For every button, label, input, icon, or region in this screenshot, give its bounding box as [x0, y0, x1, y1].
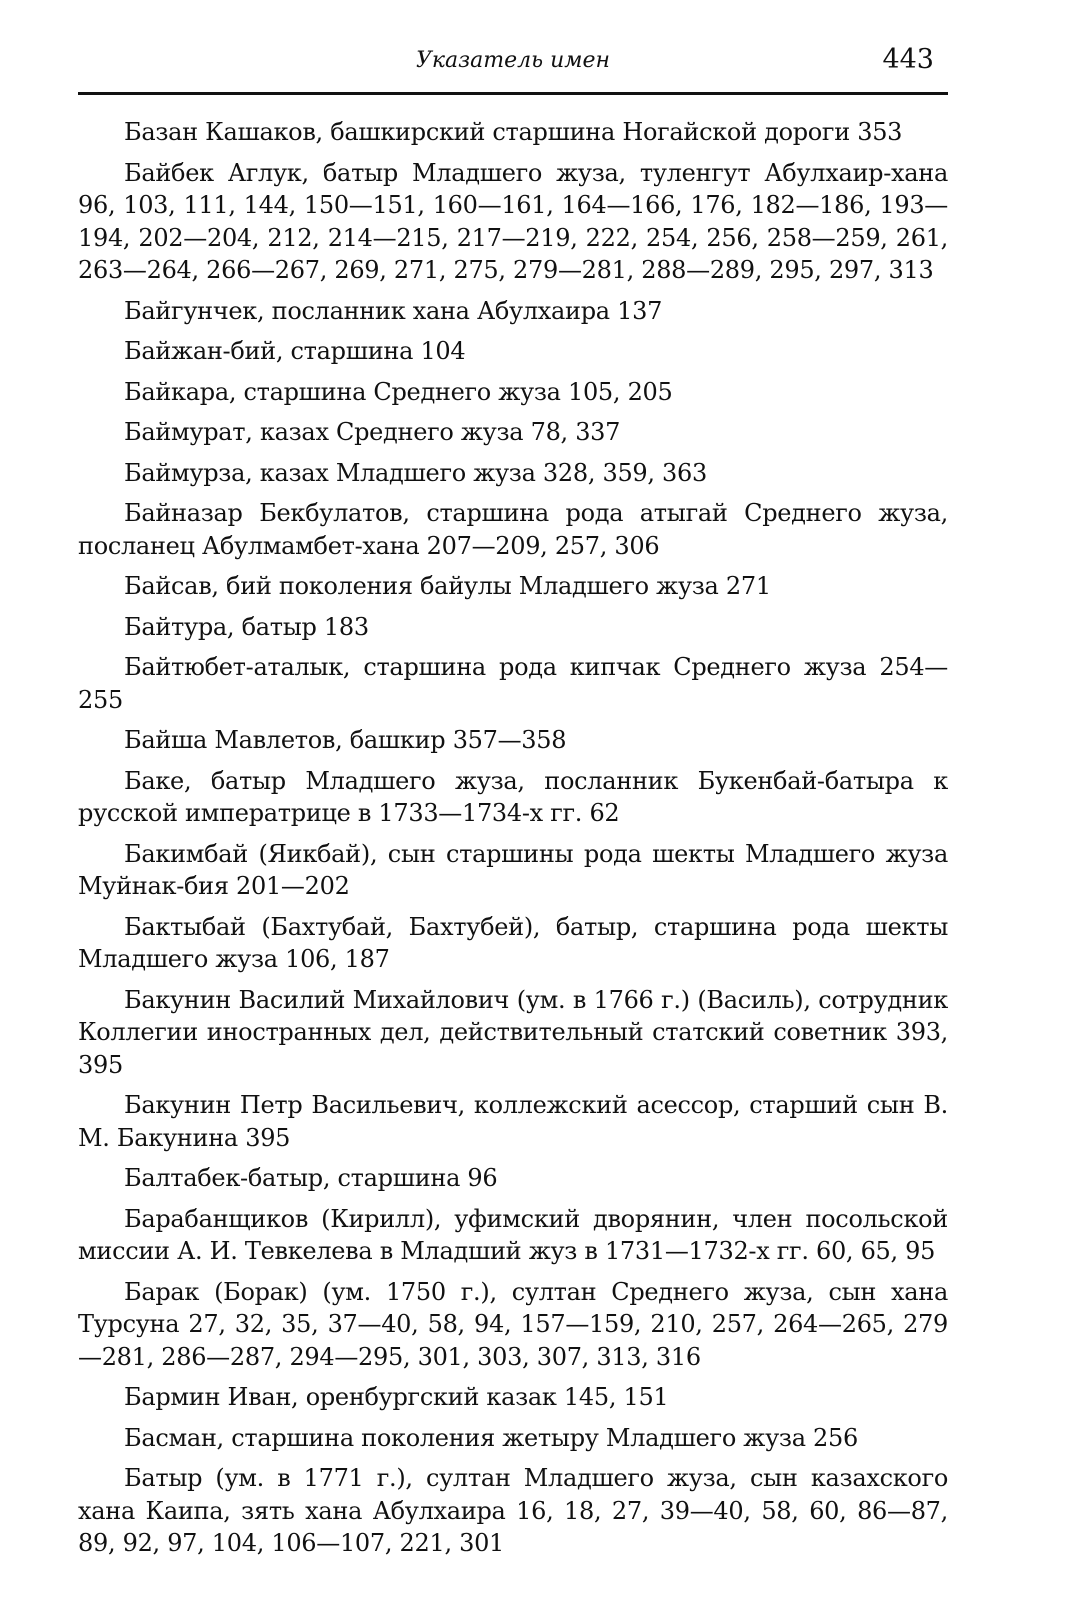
index-entry: Байтура, батыр 183	[124, 612, 369, 641]
index-entry: Бакимбай (Яикбай), сын старшины рода шекты Младшего жуза Муйнак-бия 201—202	[78, 839, 948, 900]
index-entry: Бактыбай (Бахтубай, Бахтубей), батыр, старшина рода шекты Младшего жуза 106, 187	[78, 912, 948, 973]
index-entry: Барак (Борак) (ум. 1750 г.), султан Среднего жуза, сын хана Турсуна 27, 32, 35, 37—40, 58, 94, 157—159, 210, 257, 264—265, 279—281, 286—287, 294—295, 301, 303, 307, 313, 316	[78, 1277, 948, 1371]
index-entry: Бармин Иван, оренбургский казак 145, 151	[124, 1383, 669, 1411]
index-entry: Балтабек-батыр, старшина 96	[124, 1164, 498, 1192]
index-entry: Баке, батыр Младшего жуза, посланник Букенбай-батыра к русской императрице в 1733—1734-х гг. 62	[78, 766, 948, 827]
index-entry: Байназар Бекбулатов, старшина рода атыгай Среднего жуза, посланец Абулмамбет-хана 207—209, 257, 306	[78, 499, 948, 560]
book-page	[78, 0, 948, 1600]
index-entry: Байтюбет-аталык, старшина рода кипчак Среднего жуза 254—255	[78, 653, 948, 714]
running-title: Указатель имен	[415, 48, 611, 73]
index-entry: Байгунчек, посланник хана Абулхаира 137	[124, 296, 663, 325]
index-entry: Бакунин Петр Васильевич, коллежский асессор, старший сын В. М. Бакунина 395	[78, 1091, 948, 1152]
index-entry: Байбек Аглук, батыр Младшего жуза, туленгут Абулхаир-хана 96, 103, 111, 144, 150—151, 160—161, 164—166, 176, 182—186, 193—194, 202—204, 212, 214—215, 217—219, 222, 254, 256, 258—259, 261, 263—264, 266—267, 269, 271, 275, 279—281, 288—289, 295, 297, 313	[78, 158, 948, 284]
page-number: 443	[882, 44, 934, 75]
index-entry: Байсав, бий поколения байулы Младшего жуза 271	[124, 572, 771, 600]
index-entry: Барабанщиков (Кирилл), уфимский дворянин, член посольской миссии А. И. Тевкелева в Младший жуз в 1731—1732-х гг. 60, 65, 95	[78, 1204, 948, 1265]
index-entry: Баймурза, казах Младшего жуза 328, 359, 363	[124, 458, 707, 487]
index-entry: Батыр (ум. в 1771 г.), султан Младшего жуза, сын казахского хана Каипа, зять хана Абулхаира 16, 18, 27, 39—40, 58, 60, 86—87, 89, 92, 97, 104, 106—107, 221, 301	[78, 1464, 948, 1557]
index-entry: Бакунин Василий Михайлович (ум. в 1766 г.) (Василь), сотрудник Коллегии иностранных дел, действительный статский советник 393, 395	[78, 985, 948, 1079]
index-entry: Байша Мавлетов, башкир 357—358	[124, 726, 567, 754]
index-entry: Байжан-бий, старшина 104	[124, 337, 466, 365]
page-header	[78, 44, 948, 84]
index-entry: Байкара, старшина Среднего жуза 105, 205	[124, 377, 673, 406]
index-entry: Басман, старшина поколения жетыру Младшего жуза 256	[124, 1423, 858, 1452]
header-rule	[78, 92, 948, 95]
index-entry: Баймурат, казах Среднего жуза 78, 337	[124, 418, 621, 446]
name-index	[78, 116, 948, 1568]
index-entry: Базан Кашаков, башкирский старшина Ногайской дороги 353	[124, 118, 903, 146]
